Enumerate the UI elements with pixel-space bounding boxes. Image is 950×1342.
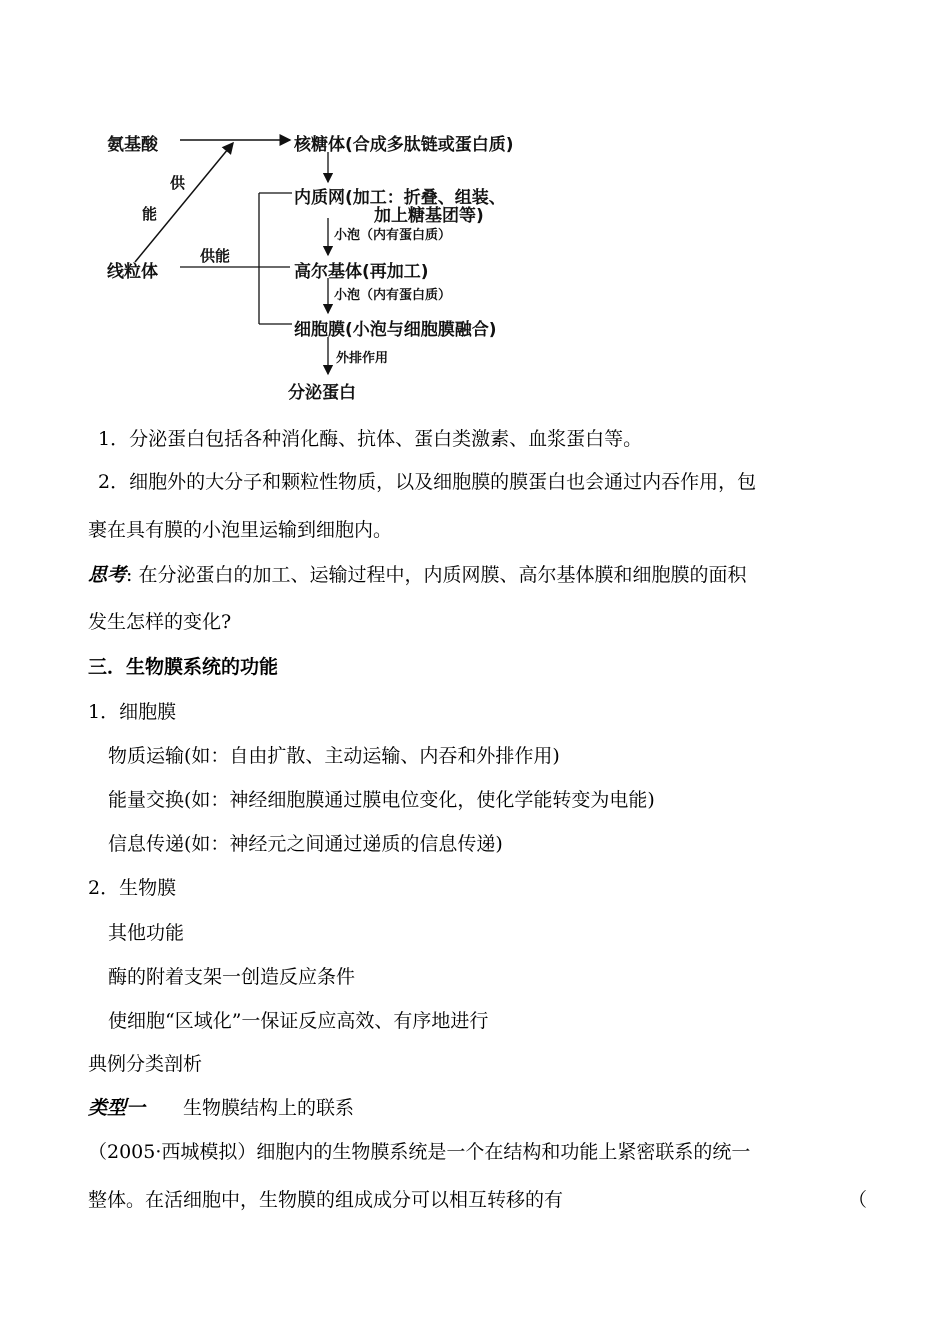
diagram-golgi: 高尔基体(再加工) <box>294 262 429 282</box>
item-information-transfer: 信息传递(如：神经元之间通过递质的信息传递) <box>108 833 503 855</box>
diagram-supply-char2: 能 <box>142 205 158 223</box>
think-text-1: : 在分泌蛋白的加工、运输过程中，内质网膜、高尔基体膜和细胞膜的面积 <box>126 564 747 586</box>
paragraph-2-line2: 裹在具有膜的小泡里运输到细胞内。 <box>88 519 393 541</box>
question-line2: 整体。在活细胞中，生物膜的组成成分可以相互转移的有 <box>88 1189 564 1211</box>
item-enzyme-scaffold: 酶的附着支架一创造反应条件 <box>108 966 356 988</box>
type1-label: 类型一 <box>88 1097 146 1119</box>
item-compartmentalization: 使细胞“区域化”一保证反应高效、有序地进行 <box>108 1010 489 1032</box>
question-answer-paren: （ <box>848 1189 868 1211</box>
item-cell-membrane: 1．细胞膜 <box>88 701 177 723</box>
item-energy-exchange: 能量交换(如：神经细胞膜通过膜电位变化，使化学能转变为电能) <box>108 789 655 811</box>
section-3-heading: 三．生物膜系统的功能 <box>88 656 279 678</box>
item-other-functions: 其他功能 <box>108 922 185 944</box>
diagram-er-line1: 内质网(加工：折叠、组装、 <box>294 188 506 208</box>
diagram-ribosome: 核糖体(合成多肽链或蛋白质) <box>294 135 514 155</box>
diagram-vesicle1: 小泡（内有蛋白质） <box>334 228 452 243</box>
think-line1 <box>88 560 746 587</box>
item-material-transport: 物质运输(如：自由扩散、主动运输、内吞和外排作用) <box>108 745 560 767</box>
diagram-mitochondria: 线粒体 <box>107 262 158 282</box>
paragraph-1: 1．分泌蛋白包括各种消化酶、抗体、蛋白类激素、血浆蛋白等。 <box>98 428 643 450</box>
diagram-secreted-protein: 分泌蛋白 <box>288 383 356 403</box>
diagram-supply-energy: 供能 <box>200 247 231 265</box>
diagram-vesicle2: 小泡（内有蛋白质） <box>334 288 452 303</box>
item-biomembrane: 2．生物膜 <box>88 877 177 899</box>
diagram-er-line2: 加上糖基团等) <box>374 206 484 226</box>
example-heading: 典例分类剖析 <box>88 1053 203 1075</box>
diagram-amino-acid: 氨基酸 <box>107 135 158 155</box>
paragraph-2-line1: 2．细胞外的大分子和颗粒性物质，以及细胞膜的膜蛋白也会通过内吞作用，包 <box>98 471 757 493</box>
secretory-protein-flow-diagram <box>0 0 950 420</box>
type1-line <box>88 1093 354 1120</box>
question-line1: （2005·西城模拟）细胞内的生物膜系统是一个在结构和功能上紧密联系的统一 <box>88 1141 751 1163</box>
type1-title: 生物膜结构上的联系 <box>183 1097 355 1119</box>
think-line2: 发生怎样的变化? <box>88 611 232 633</box>
diagram-cell-membrane: 细胞膜(小泡与细胞膜融合) <box>294 320 497 340</box>
diagram-exocytosis: 外排作用 <box>336 351 389 366</box>
think-label: 思考 <box>88 564 127 586</box>
diagram-supply-char1: 供 <box>170 174 186 192</box>
